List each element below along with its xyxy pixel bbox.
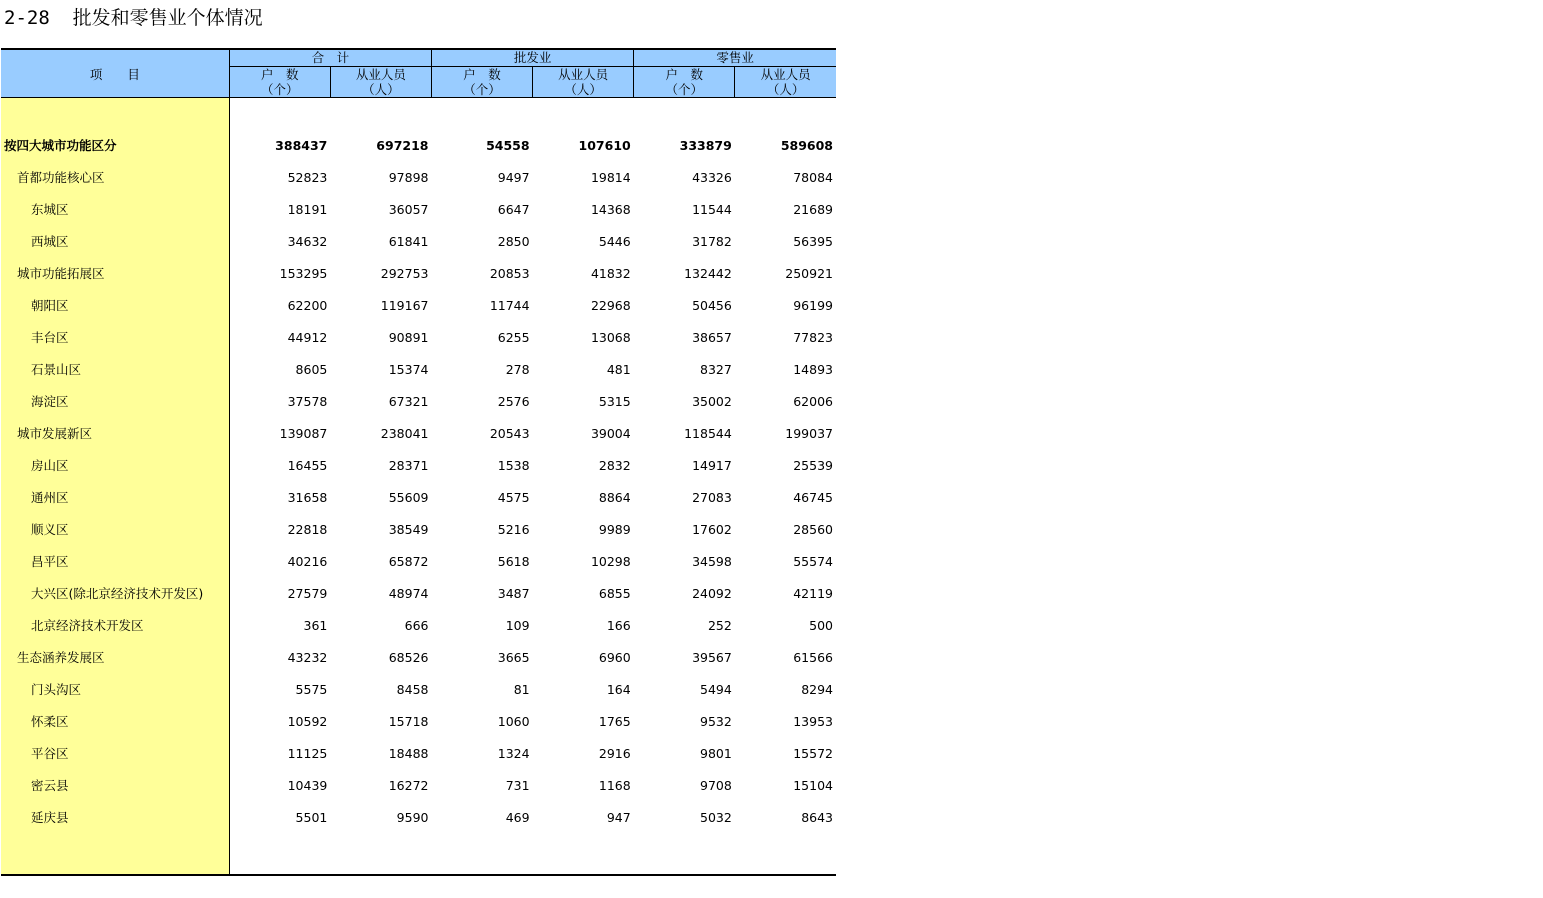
cell-value: 153295 bbox=[279, 266, 328, 281]
table-row bbox=[1, 802, 836, 834]
cell-value: 5216 bbox=[497, 522, 530, 537]
cell-value: 39004 bbox=[590, 426, 631, 441]
table-row bbox=[1, 130, 836, 162]
cell-value: 61841 bbox=[388, 234, 429, 249]
cell-value: 361 bbox=[303, 618, 328, 633]
cell-value: 44912 bbox=[287, 330, 328, 345]
table-row bbox=[1, 546, 836, 578]
cell-value: 5618 bbox=[497, 554, 530, 569]
cell-value: 46745 bbox=[793, 490, 833, 505]
subheader-employees: 从业人员 （人） bbox=[330, 67, 431, 98]
subheader-households: 户 数 （个） bbox=[634, 67, 735, 98]
table-row bbox=[1, 162, 836, 194]
row-label: 怀柔区 bbox=[1, 706, 229, 738]
row-label: 按四大城市功能区分 bbox=[1, 130, 229, 162]
cell-value: 14893 bbox=[793, 362, 833, 377]
cell-value: 5494 bbox=[700, 682, 732, 697]
group-header-wholesale: 批发业 bbox=[431, 49, 633, 67]
row-label: 北京经济技术开发区 bbox=[1, 610, 229, 642]
cell-value: 9532 bbox=[700, 714, 732, 729]
cell-value: 10298 bbox=[590, 554, 631, 569]
table-row bbox=[1, 482, 836, 514]
cell-value: 6647 bbox=[497, 202, 530, 217]
row-label: 门头沟区 bbox=[1, 674, 229, 706]
cell-value: 9989 bbox=[598, 522, 631, 537]
cell-value: 6855 bbox=[598, 586, 631, 601]
cell-value: 62200 bbox=[287, 298, 328, 313]
cell-value: 139087 bbox=[279, 426, 328, 441]
row-label: 昌平区 bbox=[1, 546, 229, 578]
cell-value: 52823 bbox=[287, 170, 328, 185]
cell-value: 252 bbox=[707, 618, 732, 633]
cell-value: 11744 bbox=[489, 298, 530, 313]
subheader-households: 户 数 （个） bbox=[229, 67, 330, 98]
cell-value: 1765 bbox=[598, 714, 631, 729]
row-label: 丰台区 bbox=[1, 322, 229, 354]
cell-value: 166 bbox=[606, 618, 631, 633]
table-row bbox=[1, 418, 836, 450]
cell-value: 18191 bbox=[287, 202, 328, 217]
cell-value: 28371 bbox=[388, 458, 429, 473]
item-column-header: 项 目 bbox=[1, 49, 229, 98]
cell-value: 947 bbox=[606, 810, 631, 825]
table-row bbox=[1, 642, 836, 674]
cell-value: 2850 bbox=[497, 234, 530, 249]
cell-value: 48974 bbox=[388, 586, 429, 601]
cell-value: 38657 bbox=[692, 330, 732, 345]
cell-value: 21689 bbox=[793, 202, 833, 217]
cell-value: 41832 bbox=[590, 266, 631, 281]
cell-value: 67321 bbox=[388, 394, 429, 409]
cell-value: 39567 bbox=[692, 650, 732, 665]
table-row bbox=[1, 770, 836, 802]
cell-value: 24092 bbox=[692, 586, 732, 601]
cell-value: 31658 bbox=[287, 490, 328, 505]
cell-value: 50456 bbox=[692, 298, 732, 313]
cell-value: 55609 bbox=[388, 490, 429, 505]
cell-value: 11125 bbox=[287, 746, 328, 761]
cell-value: 16272 bbox=[388, 778, 429, 793]
cell-value: 1168 bbox=[598, 778, 631, 793]
cell-value: 37578 bbox=[287, 394, 328, 409]
cell-value: 199037 bbox=[785, 426, 833, 441]
row-label: 密云县 bbox=[1, 770, 229, 802]
cell-value: 2576 bbox=[497, 394, 530, 409]
row-label: 西城区 bbox=[1, 226, 229, 258]
cell-value: 17602 bbox=[692, 522, 732, 537]
cell-value: 1324 bbox=[497, 746, 530, 761]
table-row bbox=[1, 578, 836, 610]
cell-value: 25539 bbox=[793, 458, 833, 473]
table-row bbox=[1, 514, 836, 546]
cell-value: 68526 bbox=[388, 650, 429, 665]
cell-value: 2832 bbox=[598, 458, 631, 473]
table-row bbox=[1, 386, 836, 418]
cell-value: 14917 bbox=[692, 458, 732, 473]
cell-value: 35002 bbox=[692, 394, 732, 409]
cell-value: 388437 bbox=[275, 138, 328, 153]
cell-value: 31782 bbox=[692, 234, 732, 249]
cell-value: 27083 bbox=[692, 490, 732, 505]
cell-value: 589608 bbox=[780, 138, 833, 153]
row-label: 房山区 bbox=[1, 450, 229, 482]
cell-value: 5315 bbox=[598, 394, 631, 409]
cell-value: 278 bbox=[505, 362, 530, 377]
cell-value: 9801 bbox=[700, 746, 732, 761]
cell-value: 469 bbox=[505, 810, 530, 825]
row-label: 海淀区 bbox=[1, 386, 229, 418]
cell-value: 81 bbox=[513, 682, 530, 697]
row-label: 延庆县 bbox=[1, 802, 229, 834]
cell-value: 5446 bbox=[598, 234, 631, 249]
cell-value: 43326 bbox=[692, 170, 732, 185]
cell-value: 8327 bbox=[700, 362, 732, 377]
cell-value: 77823 bbox=[793, 330, 833, 345]
subheader-employees: 从业人员 （人） bbox=[735, 67, 836, 98]
table-row bbox=[1, 226, 836, 258]
subheader-employees: 从业人员 （人） bbox=[533, 67, 634, 98]
row-label: 平谷区 bbox=[1, 738, 229, 770]
cell-value: 8864 bbox=[598, 490, 631, 505]
cell-value: 3665 bbox=[497, 650, 530, 665]
cell-value: 119167 bbox=[380, 298, 429, 313]
row-label: 生态涵养发展区 bbox=[1, 642, 229, 674]
cell-value: 27579 bbox=[287, 586, 328, 601]
cell-value: 15104 bbox=[793, 778, 833, 793]
cell-value: 1060 bbox=[497, 714, 530, 729]
row-label: 东城区 bbox=[1, 194, 229, 226]
cell-value: 97898 bbox=[388, 170, 429, 185]
cell-value: 238041 bbox=[380, 426, 429, 441]
cell-value: 5032 bbox=[700, 810, 732, 825]
cell-value: 6255 bbox=[497, 330, 530, 345]
row-label: 首都功能核心区 bbox=[1, 162, 229, 194]
cell-value: 56395 bbox=[793, 234, 833, 249]
table-row bbox=[1, 610, 836, 642]
cell-value: 43232 bbox=[287, 650, 328, 665]
cell-value: 18488 bbox=[388, 746, 429, 761]
cell-value: 666 bbox=[404, 618, 429, 633]
cell-value: 22968 bbox=[590, 298, 631, 313]
cell-value: 13953 bbox=[793, 714, 833, 729]
cell-value: 61566 bbox=[793, 650, 833, 665]
cell-value: 11544 bbox=[692, 202, 732, 217]
cell-value: 9590 bbox=[396, 810, 429, 825]
spacer-row bbox=[1, 98, 836, 131]
cell-value: 42119 bbox=[793, 586, 833, 601]
cell-value: 54558 bbox=[486, 138, 530, 153]
cell-value: 292753 bbox=[380, 266, 429, 281]
group-header-retail: 零售业 bbox=[634, 49, 836, 67]
cell-value: 55574 bbox=[793, 554, 833, 569]
cell-value: 4575 bbox=[497, 490, 530, 505]
cell-value: 5575 bbox=[295, 682, 328, 697]
cell-value: 14368 bbox=[590, 202, 631, 217]
statistics-table bbox=[1, 48, 836, 876]
page-title: 2-28 批发和零售业个体情况 bbox=[4, 7, 263, 29]
cell-value: 481 bbox=[606, 362, 631, 377]
row-label: 城市发展新区 bbox=[1, 418, 229, 450]
cell-value: 40216 bbox=[287, 554, 328, 569]
cell-value: 9497 bbox=[497, 170, 530, 185]
cell-value: 62006 bbox=[793, 394, 833, 409]
cell-value: 697218 bbox=[376, 138, 429, 153]
table-row bbox=[1, 706, 836, 738]
cell-value: 34632 bbox=[287, 234, 328, 249]
table-row bbox=[1, 194, 836, 226]
cell-value: 9708 bbox=[700, 778, 732, 793]
row-label: 朝阳区 bbox=[1, 290, 229, 322]
row-label: 石景山区 bbox=[1, 354, 229, 386]
cell-value: 132442 bbox=[684, 266, 732, 281]
cell-value: 5501 bbox=[295, 810, 328, 825]
cell-value: 78084 bbox=[793, 170, 833, 185]
cell-value: 333879 bbox=[679, 138, 732, 153]
row-label: 城市功能拓展区 bbox=[1, 258, 229, 290]
cell-value: 10439 bbox=[287, 778, 328, 793]
cell-value: 731 bbox=[505, 778, 530, 793]
cell-value: 10592 bbox=[287, 714, 328, 729]
row-label: 大兴区(除北京经济技术开发区) bbox=[1, 578, 229, 610]
table-row bbox=[1, 450, 836, 482]
cell-value: 164 bbox=[606, 682, 631, 697]
cell-value: 38549 bbox=[388, 522, 429, 537]
table-row bbox=[1, 354, 836, 386]
cell-value: 8605 bbox=[295, 362, 328, 377]
cell-value: 28560 bbox=[793, 522, 833, 537]
cell-value: 96199 bbox=[793, 298, 833, 313]
cell-value: 8294 bbox=[801, 682, 833, 697]
cell-value: 3487 bbox=[497, 586, 530, 601]
cell-value: 20853 bbox=[489, 266, 530, 281]
cell-value: 15374 bbox=[388, 362, 429, 377]
cell-value: 15572 bbox=[793, 746, 833, 761]
cell-value: 34598 bbox=[692, 554, 732, 569]
group-header-total: 合 计 bbox=[229, 49, 431, 67]
cell-value: 8643 bbox=[801, 810, 833, 825]
cell-value: 500 bbox=[809, 618, 833, 633]
cell-value: 6960 bbox=[598, 650, 631, 665]
table-bottom-row bbox=[1, 834, 836, 875]
table-row bbox=[1, 322, 836, 354]
cell-value: 250921 bbox=[785, 266, 833, 281]
cell-value: 20543 bbox=[489, 426, 530, 441]
cell-value: 1538 bbox=[497, 458, 530, 473]
cell-value: 2916 bbox=[598, 746, 631, 761]
cell-value: 90891 bbox=[388, 330, 429, 345]
cell-value: 15718 bbox=[388, 714, 429, 729]
table-row bbox=[1, 738, 836, 770]
table-row bbox=[1, 258, 836, 290]
row-label: 顺义区 bbox=[1, 514, 229, 546]
cell-value: 107610 bbox=[578, 138, 631, 153]
cell-value: 19814 bbox=[590, 170, 631, 185]
cell-value: 118544 bbox=[684, 426, 732, 441]
table-row bbox=[1, 674, 836, 706]
table-row bbox=[1, 290, 836, 322]
subheader-households: 户 数 （个） bbox=[431, 67, 532, 98]
row-label: 通州区 bbox=[1, 482, 229, 514]
cell-value: 22818 bbox=[287, 522, 328, 537]
cell-value: 8458 bbox=[396, 682, 429, 697]
cell-value: 65872 bbox=[388, 554, 429, 569]
cell-value: 36057 bbox=[388, 202, 429, 217]
cell-value: 109 bbox=[505, 618, 530, 633]
cell-value: 16455 bbox=[287, 458, 328, 473]
cell-value: 13068 bbox=[590, 330, 631, 345]
